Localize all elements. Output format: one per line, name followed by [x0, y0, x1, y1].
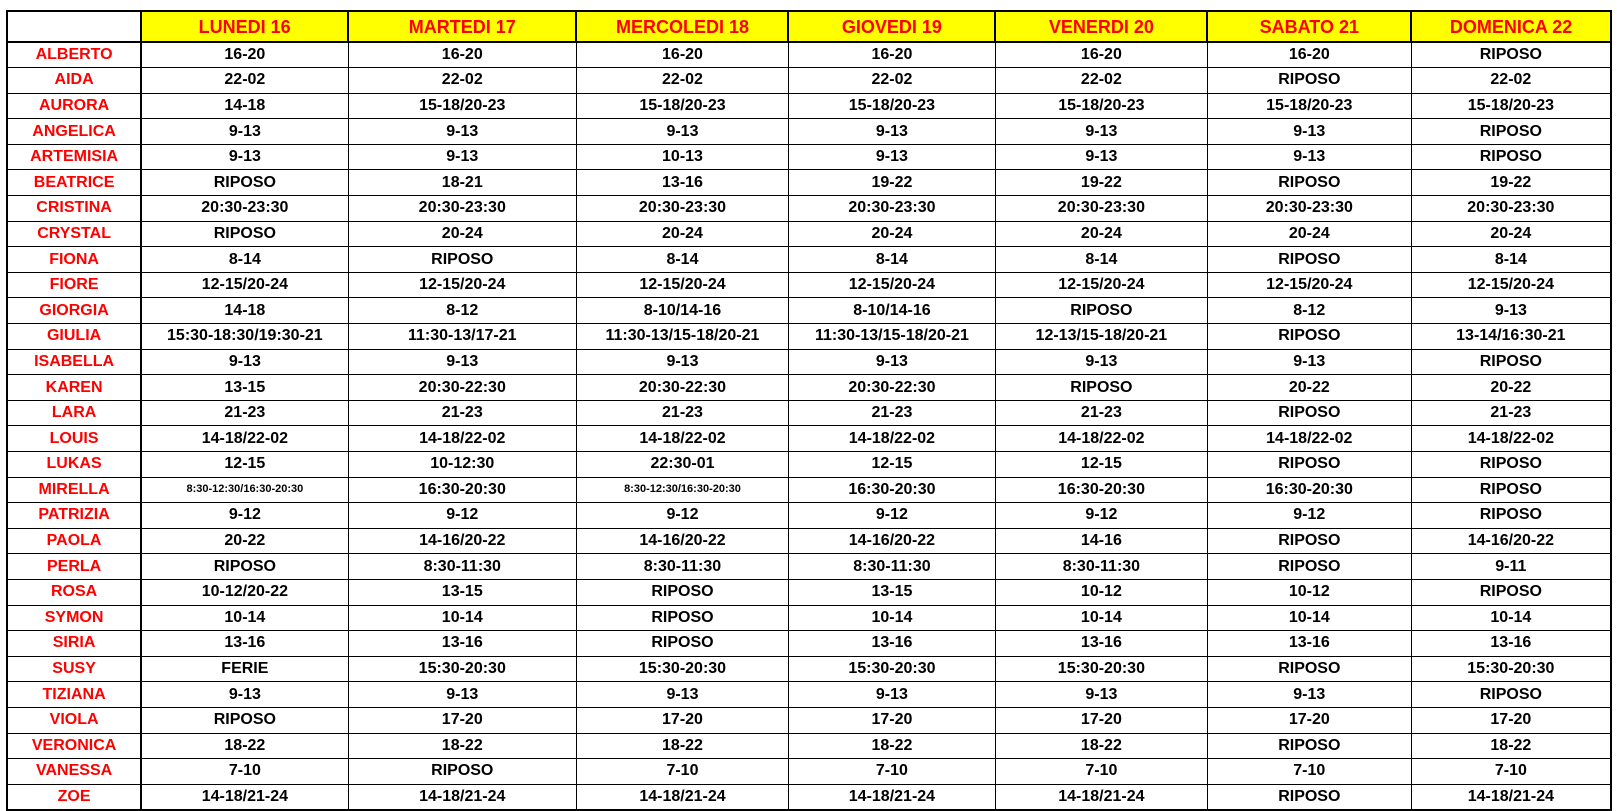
shift-cell: 10-14 — [1207, 605, 1411, 631]
shift-cell: 16:30-20:30 — [788, 477, 995, 503]
table-row — [7, 605, 1611, 631]
shift-cell: RIPOSO — [1207, 324, 1411, 350]
shift-cell: 13-15 — [348, 579, 576, 605]
shift-cell: 9-12 — [348, 503, 576, 529]
shift-cell: 17-20 — [348, 707, 576, 733]
shift-cell: 12-15/20-24 — [576, 272, 788, 298]
shift-cell: 9-13 — [788, 144, 995, 170]
day-header-monday: LUNEDI 16 — [141, 11, 348, 42]
shift-cell: 8-14 — [576, 247, 788, 273]
shift-cell: 14-18/21-24 — [141, 784, 348, 810]
employee-name: GIULIA — [7, 324, 141, 350]
table-row — [7, 477, 1611, 503]
shift-cell: 7-10 — [576, 759, 788, 785]
employee-name: CRISTINA — [7, 196, 141, 222]
shift-cell: 19-22 — [1411, 170, 1611, 196]
employee-name: SYMON — [7, 605, 141, 631]
shift-cell: 21-23 — [1411, 400, 1611, 426]
shift-cell: 9-13 — [995, 682, 1207, 708]
shift-cell: 15-18/20-23 — [1411, 93, 1611, 119]
shift-cell: 8:30-11:30 — [995, 554, 1207, 580]
table-row — [7, 554, 1611, 580]
table-row — [7, 375, 1611, 401]
shift-cell: 20:30-22:30 — [788, 375, 995, 401]
shift-cell: 12-15/20-24 — [141, 272, 348, 298]
shift-cell: RIPOSO — [1207, 528, 1411, 554]
shift-cell: 20-22 — [1207, 375, 1411, 401]
table-row — [7, 42, 1611, 68]
employee-name: ANGELICA — [7, 119, 141, 145]
shift-cell: 11:30-13/17-21 — [348, 324, 576, 350]
shift-cell: 22-02 — [995, 68, 1207, 94]
table-row — [7, 93, 1611, 119]
table-row — [7, 631, 1611, 657]
shift-cell: 14-18 — [141, 298, 348, 324]
shift-cell: 16-20 — [576, 42, 788, 68]
shift-cell: 10-13 — [576, 144, 788, 170]
shift-cell: 9-13 — [348, 144, 576, 170]
shift-cell: RIPOSO — [1207, 400, 1411, 426]
shift-cell: 15:30-20:30 — [576, 656, 788, 682]
shift-cell: 14-18 — [141, 93, 348, 119]
shift-cell: RIPOSO — [1411, 579, 1611, 605]
table-row — [7, 349, 1611, 375]
shift-cell: 14-18/21-24 — [1411, 784, 1611, 810]
shift-cell: 9-13 — [1207, 349, 1411, 375]
shift-cell: 17-20 — [1411, 707, 1611, 733]
shift-cell: 8:30-12:30/16:30-20:30 — [576, 477, 788, 503]
shift-cell: 9-13 — [788, 682, 995, 708]
shift-cell: 14-18/22-02 — [1207, 426, 1411, 452]
shift-cell: 9-13 — [141, 682, 348, 708]
employee-name: FIONA — [7, 247, 141, 273]
shift-cell: 8-12 — [1207, 298, 1411, 324]
shift-cell: 14-16/20-22 — [788, 528, 995, 554]
shift-cell: 9-13 — [141, 144, 348, 170]
shift-cell: 20-24 — [576, 221, 788, 247]
shift-cell: 21-23 — [576, 400, 788, 426]
header-row — [7, 11, 1611, 42]
shift-cell: 14-16/20-22 — [348, 528, 576, 554]
shift-cell: RIPOSO — [1411, 119, 1611, 145]
shift-cell: RIPOSO — [1207, 452, 1411, 478]
shift-cell: 13-16 — [141, 631, 348, 657]
shift-cell: 20:30-23:30 — [788, 196, 995, 222]
shift-cell: 20-24 — [995, 221, 1207, 247]
shift-cell: 20-22 — [141, 528, 348, 554]
shift-cell: 16-20 — [1207, 42, 1411, 68]
corner-cell — [7, 11, 141, 42]
employee-name: MIRELLA — [7, 477, 141, 503]
shift-cell: RIPOSO — [1207, 68, 1411, 94]
shift-cell: 22-02 — [576, 68, 788, 94]
shift-cell: 17-20 — [576, 707, 788, 733]
shift-cell: 22-02 — [348, 68, 576, 94]
shift-cell: RIPOSO — [576, 579, 788, 605]
shift-cell: 8:30-12:30/16:30-20:30 — [141, 477, 348, 503]
shift-cell: RIPOSO — [1411, 477, 1611, 503]
table-row — [7, 221, 1611, 247]
shift-cell: RIPOSO — [348, 247, 576, 273]
shift-cell: 18-22 — [1411, 733, 1611, 759]
table-row — [7, 272, 1611, 298]
shift-cell: 21-23 — [348, 400, 576, 426]
shift-cell: 9-12 — [576, 503, 788, 529]
table-row — [7, 682, 1611, 708]
shift-cell: 8-10/14-16 — [788, 298, 995, 324]
shift-cell: 16-20 — [141, 42, 348, 68]
shift-cell: 10-12 — [995, 579, 1207, 605]
shift-cell: 12-15 — [995, 452, 1207, 478]
shift-cell: 10-14 — [995, 605, 1207, 631]
shift-cell: 16:30-20:30 — [348, 477, 576, 503]
employee-name: ARTEMISIA — [7, 144, 141, 170]
shift-cell: 11:30-13/15-18/20-21 — [576, 324, 788, 350]
employee-name: AIDA — [7, 68, 141, 94]
shift-cell: 15:30-20:30 — [995, 656, 1207, 682]
shift-cell: 18-22 — [348, 733, 576, 759]
shift-cell: 20-22 — [1411, 375, 1611, 401]
employee-name: SIRIA — [7, 631, 141, 657]
shift-cell: 22:30-01 — [576, 452, 788, 478]
shift-cell: RIPOSO — [576, 631, 788, 657]
table-row — [7, 119, 1611, 145]
shift-cell: 8-10/14-16 — [576, 298, 788, 324]
shift-cell: 9-13 — [1207, 119, 1411, 145]
day-header-sunday: DOMENICA 22 — [1411, 11, 1611, 42]
employee-name: CRYSTAL — [7, 221, 141, 247]
shift-cell: 8-14 — [141, 247, 348, 273]
shift-cell: 12-15 — [141, 452, 348, 478]
employee-name: VANESSA — [7, 759, 141, 785]
shift-cell: RIPOSO — [141, 707, 348, 733]
shift-cell: RIPOSO — [1207, 656, 1411, 682]
shift-cell: 14-18/22-02 — [995, 426, 1207, 452]
shift-cell: RIPOSO — [576, 605, 788, 631]
table-row — [7, 452, 1611, 478]
shift-cell: RIPOSO — [141, 221, 348, 247]
shift-cell: 15:30-20:30 — [1411, 656, 1611, 682]
shift-cell: 14-18/21-24 — [576, 784, 788, 810]
employee-name: LARA — [7, 400, 141, 426]
shift-cell: 13-16 — [1411, 631, 1611, 657]
shift-cell: 18-22 — [788, 733, 995, 759]
shift-cell: 20-24 — [788, 221, 995, 247]
shift-cell: 12-15/20-24 — [348, 272, 576, 298]
shift-cell: 20-24 — [348, 221, 576, 247]
employee-name: BEATRICE — [7, 170, 141, 196]
shift-cell: 21-23 — [141, 400, 348, 426]
shift-cell: 14-18/22-02 — [576, 426, 788, 452]
day-header-tuesday: MARTEDI 17 — [348, 11, 576, 42]
shift-cell: 12-15 — [788, 452, 995, 478]
shift-cell: 17-20 — [995, 707, 1207, 733]
employee-name: AURORA — [7, 93, 141, 119]
shift-cell: 20:30-23:30 — [348, 196, 576, 222]
shift-cell: 9-13 — [1207, 144, 1411, 170]
table-row — [7, 733, 1611, 759]
shift-cell: 15:30-18:30/19:30-21 — [141, 324, 348, 350]
shift-cell: 12-15/20-24 — [788, 272, 995, 298]
shift-cell: 20-24 — [1411, 221, 1611, 247]
shift-cell: RIPOSO — [141, 170, 348, 196]
shift-cell: 8:30-11:30 — [576, 554, 788, 580]
shift-cell: 15-18/20-23 — [1207, 93, 1411, 119]
shift-cell: 9-12 — [141, 503, 348, 529]
shift-cell: RIPOSO — [995, 298, 1207, 324]
shift-cell: RIPOSO — [1411, 452, 1611, 478]
shift-cell: RIPOSO — [1411, 503, 1611, 529]
employee-name: KAREN — [7, 375, 141, 401]
day-header-friday: VENERDI 20 — [995, 11, 1207, 42]
shift-cell: 20:30-22:30 — [348, 375, 576, 401]
shift-cell: 8-14 — [995, 247, 1207, 273]
shift-cell: 10-12:30 — [348, 452, 576, 478]
shift-cell: 13-15 — [788, 579, 995, 605]
shift-cell: 7-10 — [141, 759, 348, 785]
shift-cell: 13-16 — [1207, 631, 1411, 657]
shift-cell: 13-16 — [348, 631, 576, 657]
shift-cell: 18-21 — [348, 170, 576, 196]
shift-cell: 15-18/20-23 — [348, 93, 576, 119]
table-row — [7, 298, 1611, 324]
shift-cell: 9-13 — [576, 119, 788, 145]
shift-cell: 13-16 — [576, 170, 788, 196]
shift-cell: 9-13 — [995, 144, 1207, 170]
table-row — [7, 707, 1611, 733]
shift-cell: 16:30-20:30 — [1207, 477, 1411, 503]
shift-cell: 10-14 — [141, 605, 348, 631]
employee-name: PAOLA — [7, 528, 141, 554]
employee-name: PERLA — [7, 554, 141, 580]
shift-cell: 9-13 — [348, 119, 576, 145]
shift-cell: 10-14 — [788, 605, 995, 631]
shift-cell: 20-24 — [1207, 221, 1411, 247]
shift-cell: 7-10 — [788, 759, 995, 785]
shift-cell: 20:30-23:30 — [995, 196, 1207, 222]
shift-cell: 21-23 — [788, 400, 995, 426]
employee-name: TIZIANA — [7, 682, 141, 708]
employee-name: VIOLA — [7, 707, 141, 733]
employee-name: LUKAS — [7, 452, 141, 478]
shift-cell: 13-16 — [995, 631, 1207, 657]
shift-cell: RIPOSO — [1411, 682, 1611, 708]
shift-cell: 18-22 — [576, 733, 788, 759]
shift-cell: 21-23 — [995, 400, 1207, 426]
shift-cell: 9-13 — [576, 682, 788, 708]
shift-cell: 20:30-23:30 — [576, 196, 788, 222]
shift-cell: 7-10 — [1411, 759, 1611, 785]
shift-cell: 9-13 — [348, 682, 576, 708]
shift-cell: RIPOSO — [1207, 784, 1411, 810]
shift-cell: 14-16/20-22 — [1411, 528, 1611, 554]
table-row — [7, 170, 1611, 196]
table-row — [7, 759, 1611, 785]
shift-cell: 14-16 — [995, 528, 1207, 554]
day-header-thursday: GIOVEDI 19 — [788, 11, 995, 42]
employee-name: ALBERTO — [7, 42, 141, 68]
shift-cell: 13-14/16:30-21 — [1411, 324, 1611, 350]
shift-cell: RIPOSO — [1411, 42, 1611, 68]
shift-cell: 15-18/20-23 — [576, 93, 788, 119]
shift-cell: RIPOSO — [1207, 733, 1411, 759]
table-row — [7, 426, 1611, 452]
shift-cell: 8-14 — [788, 247, 995, 273]
shift-cell: 22-02 — [141, 68, 348, 94]
table-row — [7, 144, 1611, 170]
shift-cell: 9-13 — [788, 119, 995, 145]
shift-cell: 17-20 — [1207, 707, 1411, 733]
shift-cell: 8:30-11:30 — [348, 554, 576, 580]
shift-cell: 9-13 — [348, 349, 576, 375]
shift-cell: 8-14 — [1411, 247, 1611, 273]
shift-cell: RIPOSO — [141, 554, 348, 580]
shift-cell: 9-13 — [1207, 682, 1411, 708]
table-row — [7, 324, 1611, 350]
shift-cell: 18-22 — [141, 733, 348, 759]
table-row — [7, 247, 1611, 273]
shift-cell: RIPOSO — [1207, 554, 1411, 580]
shift-cell: 13-16 — [788, 631, 995, 657]
employee-name: GIORGIA — [7, 298, 141, 324]
shift-cell: 16-20 — [995, 42, 1207, 68]
shift-cell: 9-13 — [995, 349, 1207, 375]
day-header-wednesday: MERCOLEDI 18 — [576, 11, 788, 42]
shift-cell: 12-15/20-24 — [1411, 272, 1611, 298]
shift-cell: 20:30-22:30 — [576, 375, 788, 401]
shift-cell: FERIE — [141, 656, 348, 682]
shift-cell: 9-11 — [1411, 554, 1611, 580]
shift-cell: 8:30-11:30 — [788, 554, 995, 580]
employee-name: PATRIZIA — [7, 503, 141, 529]
shift-cell: 12-15/20-24 — [1207, 272, 1411, 298]
shift-cell: 14-18/22-02 — [141, 426, 348, 452]
shift-cell: RIPOSO — [348, 759, 576, 785]
shift-cell: 14-18/22-02 — [1411, 426, 1611, 452]
shift-cell: 20:30-23:30 — [141, 196, 348, 222]
employee-name: ZOE — [7, 784, 141, 810]
shift-cell: 12-15/20-24 — [995, 272, 1207, 298]
table-row — [7, 68, 1611, 94]
shift-cell: 9-13 — [141, 119, 348, 145]
employee-name: LOUIS — [7, 426, 141, 452]
shift-cell: 13-15 — [141, 375, 348, 401]
day-header-saturday: SABATO 21 — [1207, 11, 1411, 42]
employee-name: FIORE — [7, 272, 141, 298]
shift-cell: 22-02 — [788, 68, 995, 94]
shift-cell: 15-18/20-23 — [995, 93, 1207, 119]
shift-cell: 10-14 — [348, 605, 576, 631]
shift-cell: RIPOSO — [1411, 144, 1611, 170]
shift-cell: 22-02 — [1411, 68, 1611, 94]
employee-name: ROSA — [7, 579, 141, 605]
shift-cell: 11:30-13/15-18/20-21 — [788, 324, 995, 350]
shift-cell: RIPOSO — [1207, 247, 1411, 273]
table-row — [7, 503, 1611, 529]
shift-cell: 9-12 — [995, 503, 1207, 529]
shift-cell: 16:30-20:30 — [995, 477, 1207, 503]
shift-cell: 14-16/20-22 — [576, 528, 788, 554]
shift-cell: 20:30-23:30 — [1207, 196, 1411, 222]
shift-cell: RIPOSO — [995, 375, 1207, 401]
table-row — [7, 579, 1611, 605]
shift-cell: 17-20 — [788, 707, 995, 733]
employee-name: ISABELLA — [7, 349, 141, 375]
shift-cell: 15-18/20-23 — [788, 93, 995, 119]
shift-cell: 15:30-20:30 — [788, 656, 995, 682]
shift-cell: RIPOSO — [1411, 349, 1611, 375]
shift-cell: 8-12 — [348, 298, 576, 324]
shift-cell: 10-12/20-22 — [141, 579, 348, 605]
shift-schedule-table — [6, 10, 1612, 811]
shift-cell: 9-13 — [1411, 298, 1611, 324]
schedule-body — [7, 42, 1611, 810]
shift-cell: 15:30-20:30 — [348, 656, 576, 682]
shift-cell: 14-18/21-24 — [348, 784, 576, 810]
shift-cell: 10-14 — [1411, 605, 1611, 631]
shift-cell: 19-22 — [995, 170, 1207, 196]
shift-cell: 14-18/21-24 — [995, 784, 1207, 810]
shift-cell: 9-13 — [995, 119, 1207, 145]
employee-name: VERONICA — [7, 733, 141, 759]
shift-cell: 16-20 — [348, 42, 576, 68]
shift-cell: 9-12 — [788, 503, 995, 529]
table-row — [7, 400, 1611, 426]
shift-cell: 9-12 — [1207, 503, 1411, 529]
employee-name: SUSY — [7, 656, 141, 682]
shift-cell: 9-13 — [788, 349, 995, 375]
table-row — [7, 784, 1611, 810]
table-row — [7, 528, 1611, 554]
shift-cell: 7-10 — [995, 759, 1207, 785]
shift-cell: 9-13 — [576, 349, 788, 375]
shift-cell: 9-13 — [141, 349, 348, 375]
shift-cell: 7-10 — [1207, 759, 1411, 785]
shift-cell: 14-18/22-02 — [788, 426, 995, 452]
shift-cell: RIPOSO — [1207, 170, 1411, 196]
table-row — [7, 196, 1611, 222]
shift-cell: 19-22 — [788, 170, 995, 196]
shift-cell: 16-20 — [788, 42, 995, 68]
table-row — [7, 656, 1611, 682]
shift-cell: 20:30-23:30 — [1411, 196, 1611, 222]
shift-cell: 10-12 — [1207, 579, 1411, 605]
shift-cell: 14-18/21-24 — [788, 784, 995, 810]
shift-cell: 12-13/15-18/20-21 — [995, 324, 1207, 350]
shift-cell: 18-22 — [995, 733, 1207, 759]
shift-cell: 14-18/22-02 — [348, 426, 576, 452]
